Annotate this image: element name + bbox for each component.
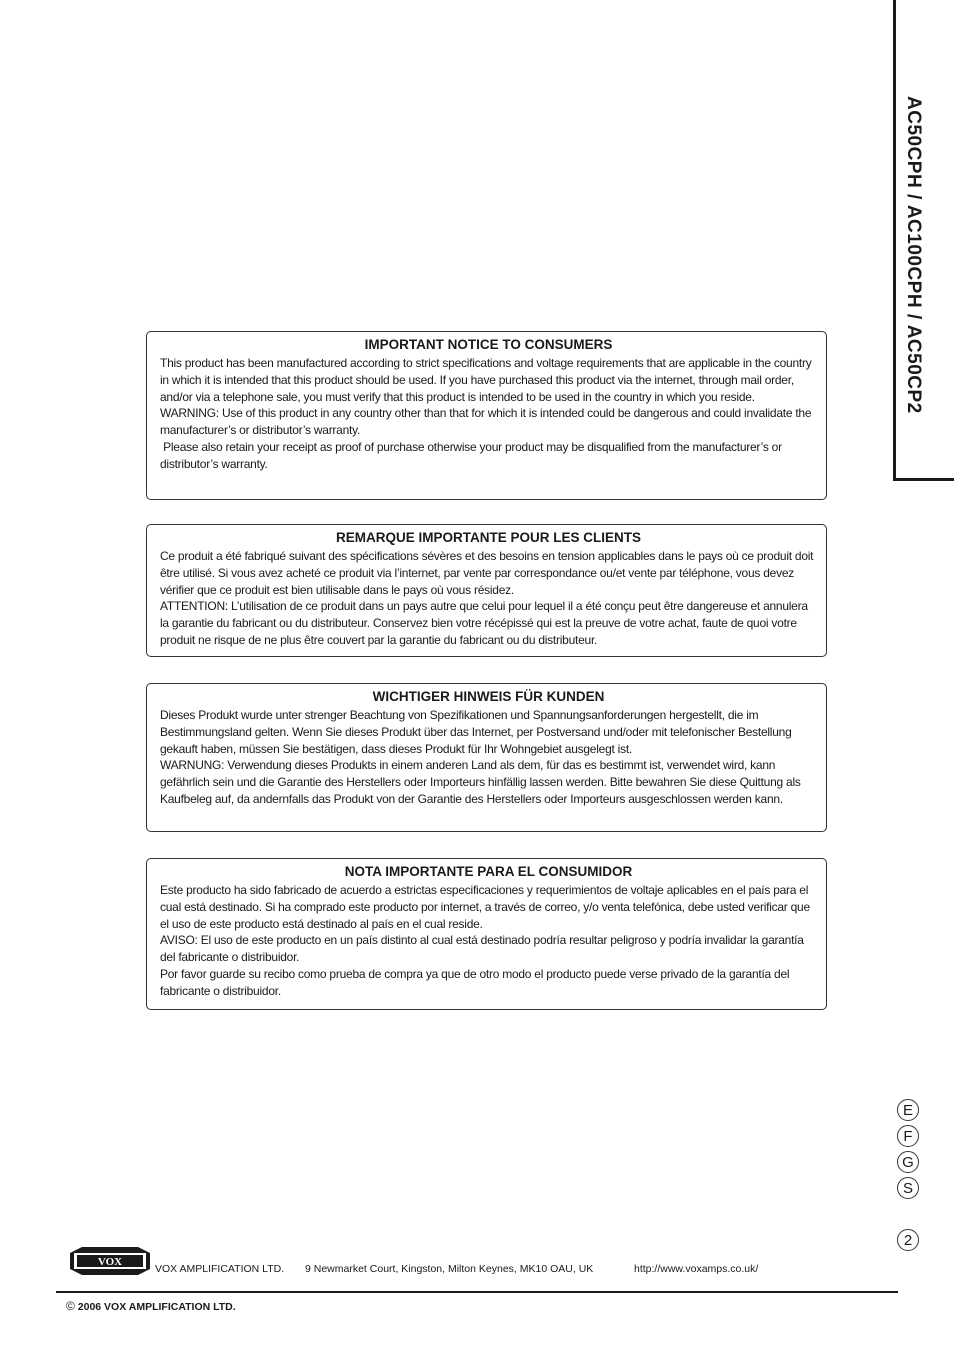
notice-paragraph: AVISO: El uso de este producto en un país distinto al cual está destinado podría resultar peligroso y podría invalidar la garantía del fabricante o distribuidor. (160, 933, 804, 965)
footer-rule (56, 1291, 898, 1293)
notice-paragraph: Ce produit a été fabriqué suivant des spécifications sévères et des besoins en tension applicables dans le pays où ce produit doit être utilisé. Si vous avez acheté ce produit via l’internet, par vente par correspondance ou/et vente par téléphone, vous devez vérifier que ce produit est bien utilisable dans le pays où vous résidez. (160, 549, 814, 597)
notice-paragraph: WARNUNG: Verwendung dieses Produkts in einem anderen Land als dem, für das es bestimmt ist, verwendet wird, kann gefährlich sein und die Garantie des Herstellers oder Importeurs hinfällig lassen werden. Bitte bewahren Sie diese Quittung als Kaufbeleg auf, da andernfalls das Produkt von der Garantie des Herstellers oder Importeurs ausgeschlossen werden kann. (160, 758, 801, 806)
notice-box-german (146, 683, 827, 832)
notice-box-spanish (146, 858, 827, 1010)
notice-paragraph: WARNING: Use of this product in any country other than that for which it is intended could be dangerous and could invalidate the manufacturer’s or distributor’s warranty. (160, 406, 812, 438)
notice-body (160, 707, 817, 808)
page-number: 2 (897, 1229, 919, 1251)
side-title: AC50CPH / AC100CPH / AC50CP2 (903, 96, 924, 414)
notice-body (160, 355, 817, 473)
footer-url[interactable]: http://www.voxamps.co.uk/ (634, 1263, 759, 1275)
notice-body (160, 882, 817, 1000)
notice-paragraph: Este producto ha sido fabricado de acuerdo a estrictas especificaciones y requerimientos de voltaje aplicables en el país para el cual está destinado. Si ha comprado este producto por internet, a través de correo, y/o venta telefónica, debe usted verificar que el uso de este producto está destinado al país en el cual reside. (160, 883, 810, 931)
copyright-symbol: © (66, 1299, 75, 1313)
notice-body (160, 548, 817, 649)
language-f: F (897, 1125, 919, 1147)
notice-title: REMARQUE IMPORTANTE POUR LES CLIENTS (335, 530, 641, 545)
copyright-text: 2006 VOX AMPLIFICATION LTD. (77, 1301, 236, 1313)
language-indicator (897, 1099, 921, 1203)
copyright (66, 1299, 236, 1313)
notice-paragraph: Dieses Produkt wurde unter strenger Beachtung von Spezifikationen und Spannungsanforderungen hergestellt, die im Bestimmungsland gelten. Wenn Sie dieses Produkt über das Internet, per Postversand und/oder mit telefonischer Bestellung gekauft haben, müssen Sie bestätigen, dass dieses Produkt für Ihr Wohngebiet ausgelegt ist. (160, 708, 792, 756)
notice-title: IMPORTANT NOTICE TO CONSUMERS (364, 337, 613, 352)
notice-paragraph: ATTENTION: L’utilisation de ce produit dans un pays autre que celui pour lequel il a été conçu peut être dangereuse et annulera la garantie du fabricant ou du distributeur. Conservez bien votre récépissé qui est la preuve de votre achat, faute de quoi votre produit ne risque de ne plus être couvert par la garantie du fabricant ou du distributeur. (160, 599, 808, 647)
language-s: S (897, 1177, 919, 1199)
notice-title: WICHTIGER HINWEIS FÜR KUNDEN (372, 689, 605, 704)
notice-title: NOTA IMPORTANTE PARA EL CONSUMIDOR (344, 864, 633, 879)
notice-box-french (146, 524, 827, 657)
language-e: E (897, 1099, 919, 1121)
vox-logo-text: VOX (97, 1256, 123, 1268)
footer-address: 9 Newmarket Court, Kingston, Milton Keynes, MK10 OAU, UK (305, 1263, 594, 1275)
vox-logo (68, 1245, 152, 1277)
notice-box-english (146, 331, 827, 500)
notice-paragraph: Por favor guarde su recibo como prueba de compra ya que de otro modo el producto puede verse privado de la garantía del fabricante o distribuidor. (160, 966, 790, 998)
notice-paragraph: Please also retain your receipt as proof of purchase otherwise your product may be disqualified from the manufacturer’s or distributor’s warranty. (160, 439, 785, 471)
footer-company: VOX AMPLIFICATION LTD. (155, 1263, 285, 1275)
notice-paragraph: This product has been manufactured according to strict specifications and voltage requirements that are applicable in the country in which it is intended that this product should be used. If you have purchased this product via the internet, through mail order, and/or via a telephone sale, you must verify that this product is intended to be used in the country in which you reside. (160, 356, 812, 404)
language-g: G (897, 1151, 919, 1173)
